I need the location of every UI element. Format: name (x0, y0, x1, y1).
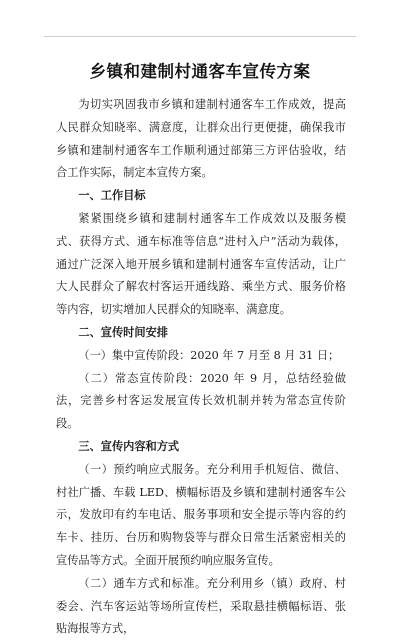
goals-paragraph: 紧紧围绕乡镇和建制村通客车工作成效以及服务模式、获得方式、通车标准等信息“进村入户”活动为载体，通过广泛深入地开展乡镇和建制村通客车宣传活动，让广大人民群众了解农村客运开通线路、乘坐方式、服务价格等内容，切实增加人民群众的知晓率、满意度。 (56, 211, 346, 317)
content-paragraph-1: （一）预约响应式服务。充分利用手机短信、微信、村社广播、车载 LED、横幅标语及乡镇和建制村通客车公示，发放印有约车电话、服务事项和安全提示等内容的约车卡、挂历、台历和购物袋等与群众日常生活紧密相关的宣传品等方式。全面开展预约响应服务宣传。 (56, 462, 346, 567)
intro-paragraph: 为切实巩固我市乡镇和建制村通客车工作成效，提高人民群众知晓率、满意度，让群众出行更便捷，确保我市乡镇和建制村通客车工作顺利通过部第三方评估验收，结合工作实际，制定本宣传方案。 (56, 98, 346, 180)
schedule-paragraph-1: （一）集中宣传阶段：2020 年 7 月至 8 月 31 日； (78, 348, 340, 362)
document-title: 乡镇和建制村通客车宣传方案 (89, 62, 311, 81)
schedule-paragraph-2: （二）常态宣传阶段：2020 年 9 月，总结经验做法，完善乡村客运发展宣传长效机制并转为常态宣传阶段。 (56, 371, 346, 431)
section-heading-goals: 一、工作目标 (78, 189, 146, 203)
header-rule (44, 36, 356, 37)
content-paragraph-2: （二）通车方式和标准。充分利用乡（镇）政府、村委会、汽车客运站等场所宣传栏，采取悬挂横幅标语、张贴海报等方式， (56, 576, 346, 636)
document-body (56, 94, 346, 641)
section-heading-schedule: 二、宣传时间安排 (78, 325, 168, 339)
section-heading-content: 三、宣传内容和方式 (78, 439, 180, 453)
